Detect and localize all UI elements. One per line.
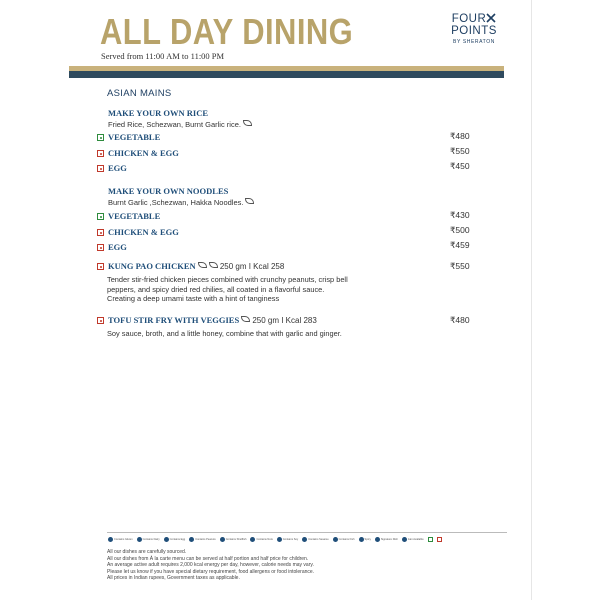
sesame-icon: [302, 537, 307, 542]
spicy-icon: [359, 537, 364, 542]
gluten-icon: [108, 537, 113, 542]
egg-icon: [164, 537, 169, 542]
star-icon: [375, 537, 380, 542]
legend-item: Contains Dairy: [137, 537, 160, 542]
leaf-icon: [245, 198, 254, 204]
group-title-noodles: MAKE YOUR OWN NOODLES: [108, 186, 229, 196]
menu-item: CHICKEN & EGG: [108, 227, 179, 237]
legend-item: Spicy: [359, 537, 371, 542]
legend-item-nonveg: [437, 537, 442, 542]
legend-item: Signature Dish: [375, 537, 398, 542]
veg-icon: [428, 537, 433, 542]
legend-item-veg: [428, 537, 433, 542]
shellfish-icon: [220, 537, 225, 542]
menu-item-price: ₹459: [450, 240, 470, 250]
note-line: All our dishes are carefully sourced.: [107, 549, 187, 555]
legend-item: Contains Fish: [333, 537, 355, 542]
soy-icon: [277, 537, 282, 542]
page-edge-divider: [531, 0, 532, 600]
logo-text-points: POINTS: [451, 25, 497, 37]
logo-text-sheraton: BY SHERATON: [453, 39, 495, 45]
menu-item-kung-pao: KUNG PAO CHICKEN 250 gm I Kcal 258: [108, 261, 285, 271]
legend-item: Contains Shellfish: [220, 537, 247, 542]
group-subtitle-rice: Fried Rice, Schezwan, Burnt Garlic rice.: [108, 120, 252, 129]
menu-item-price: ₹430: [450, 210, 470, 220]
legend-item: Jain Available: [402, 537, 424, 542]
allergen-legend: [108, 537, 442, 542]
group-subtitle-noodles: Burnt Garlic ,Schezwan, Hakka Noodles.: [108, 198, 254, 207]
section-title: ASIAN MAINS: [107, 88, 172, 99]
menu-item-price: ₹480: [450, 315, 470, 325]
note-line: All our dishes from À la carte menu can be served at half portion and half price for children.: [107, 555, 309, 562]
note-line: An average active adult requires 2,000 kcal energy per day, however, calorie needs may vary.: [107, 562, 314, 569]
legend-item: Contains Sesame: [302, 537, 328, 542]
four-points-logo: [444, 13, 504, 45]
menu-item-price: ₹450: [450, 161, 470, 171]
header-band-navy: [69, 71, 504, 78]
legend-item: Contains Soy: [277, 537, 298, 542]
menu-item-price: ₹550: [450, 261, 470, 271]
footer-divider: [107, 532, 507, 533]
peanut-icon: [189, 537, 194, 542]
dairy-icon: [137, 537, 142, 542]
logo-mark-icon: [486, 13, 496, 23]
leaf-icon: [243, 120, 252, 126]
menu-item: EGG: [108, 163, 127, 173]
served-hours: Served from 11:00 AM to 11:00 PM: [101, 51, 225, 61]
veg-icon: [97, 213, 104, 220]
legend-item: Contains Gluten: [108, 537, 133, 542]
group-title-rice: MAKE YOUR OWN RICE: [108, 108, 209, 118]
footer-notes: [107, 549, 314, 582]
menu-item-price: ₹500: [450, 225, 470, 235]
veg-icon: [97, 134, 104, 141]
menu-item: VEGETABLE: [108, 211, 161, 221]
leaf-icon: [209, 262, 218, 268]
menu-title: ALL DAY DINING: [100, 11, 354, 52]
legend-item: Contains Egg: [164, 537, 186, 542]
leaf-icon: [198, 262, 207, 268]
nonveg-icon: [97, 165, 104, 172]
jain-icon: [402, 537, 407, 542]
note-line: All prices in Indian rupees, Government taxes as applicable.: [107, 575, 240, 582]
fish-icon: [333, 537, 338, 542]
legend-item: Contains Peanuts: [189, 537, 215, 542]
nuts-icon: [250, 537, 255, 542]
note-line: Please let us know if you have special dietary requirement, food allergens or food intolerance.: [107, 568, 315, 575]
menu-item-tofu: TOFU STIR FRY WITH VEGGIES 250 gm I Kcal 283: [108, 315, 317, 325]
nonveg-icon: [97, 244, 104, 251]
menu-item: CHICKEN & EGG: [108, 148, 179, 158]
menu-item: EGG: [108, 242, 127, 252]
menu-item: VEGETABLE: [108, 132, 161, 142]
item-description: Tender stir-fried chicken pieces combined with crunchy peanuts, crisp bell peppers, and spicy dried red chilies, all coated in a flavorful sauce. Creating a deep umami taste with a hint of tanginess: [107, 275, 348, 303]
legend-item: Contains Nuts: [250, 537, 272, 542]
menu-item-price: ₹480: [450, 131, 470, 141]
nonveg-icon: [97, 229, 104, 236]
item-description: Soy sauce, broth, and a little honey, combine that with garlic and ginger.: [107, 329, 342, 338]
menu-item-price: ₹550: [450, 146, 470, 156]
nonveg-icon: [97, 150, 104, 157]
leaf-icon: [241, 316, 250, 322]
nonveg-icon: [437, 537, 442, 542]
logo-text-four: FOUR: [451, 13, 487, 25]
nonveg-icon: [97, 317, 104, 324]
nonveg-icon: [97, 263, 104, 270]
